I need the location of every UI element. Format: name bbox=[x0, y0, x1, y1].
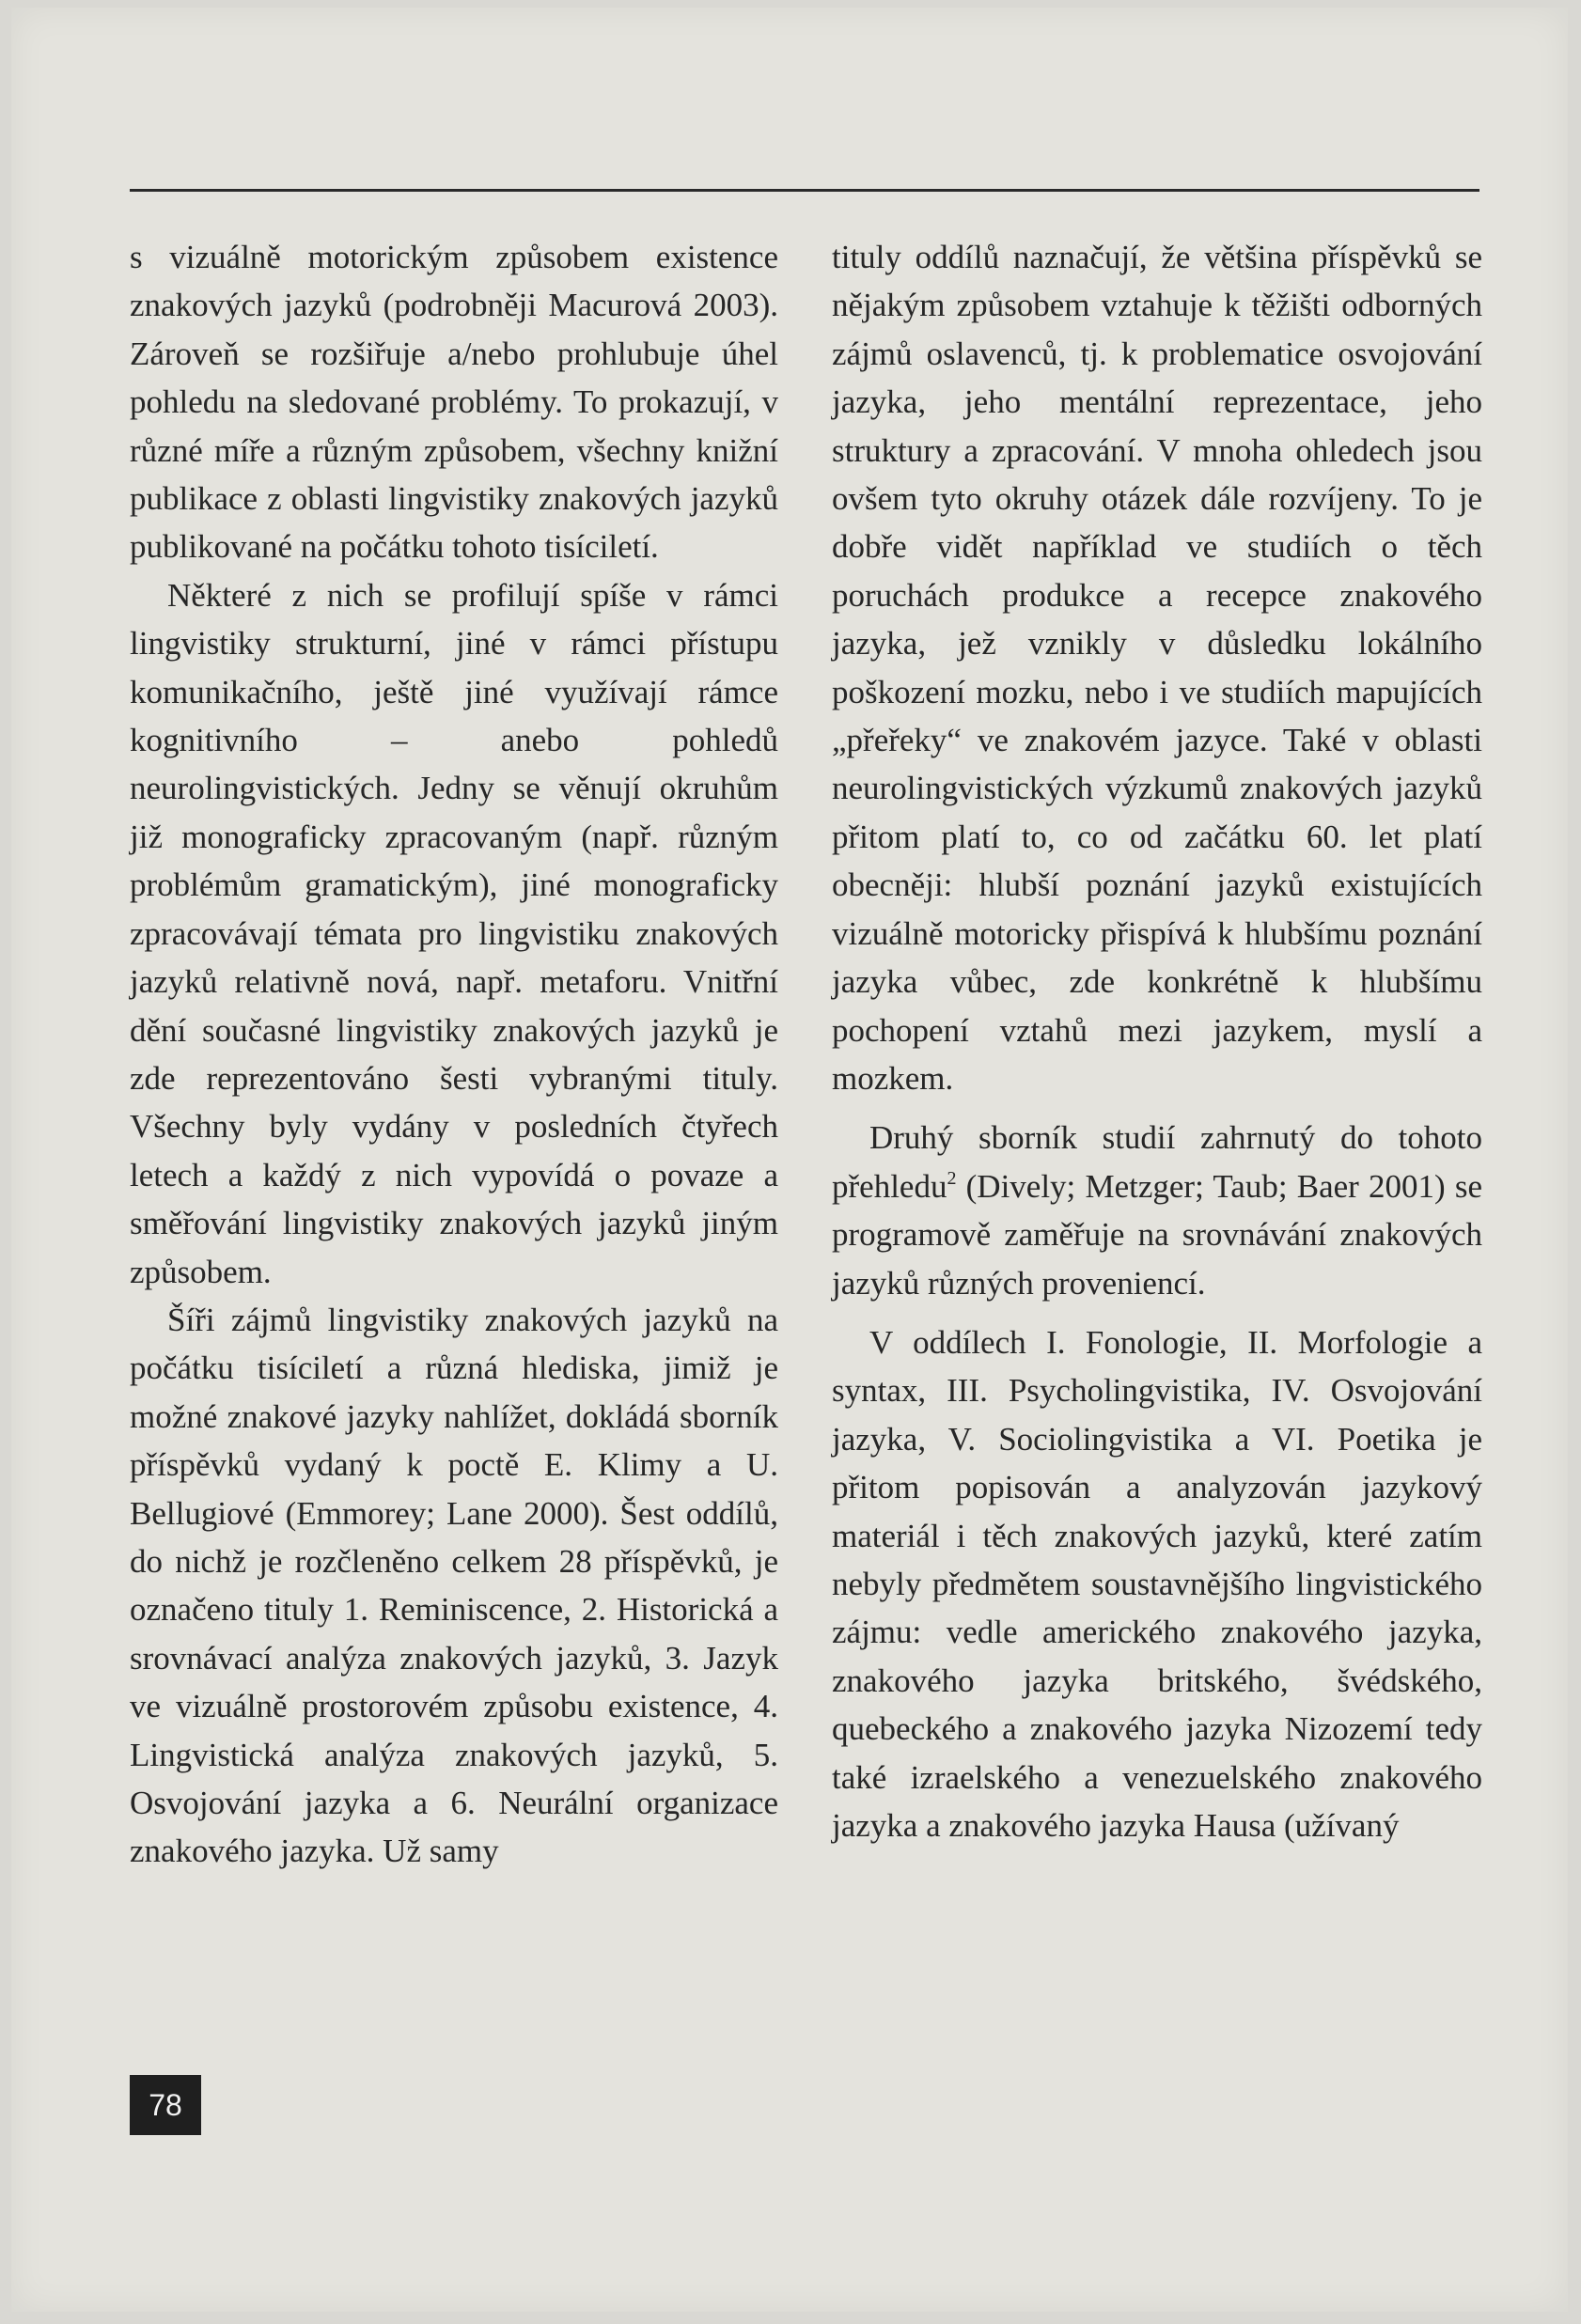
header-rule bbox=[130, 189, 1479, 192]
paragraph: Šíři zájmů lingvistiky znakových jazyků na počátku tisíciletí a různá hlediska, jimiž je možné znakové jazyky nahlížet, dokládá sborník příspěvků vydaný k poctě E. Klimy a U. Bellugiové (Emmorey; Lane 2000). Šest oddílů, do nichž je rozčleněno celkem 28 příspěvků, je označeno tituly 1. Reminiscence, 2. Historická a srovnávací analýza znakových jazyků, 3. Jazyk ve vizuálně prostorovém způsobu existence, 4. Lingvistická analýza znakových jazyků, 5. Osvojování jazyka a 6. Neurální organizace znakového jazyka. Už samy bbox=[130, 1301, 778, 1870]
paragraph: V oddílech I. Fonologie, II. Morfologie a syntax, III. Psycholingvistika, IV. Osvojování jazyka, V. Sociolingvistika a VI. Poetika je přitom popisován a analyzován jazykový materiál i těch znakových jazyků, které zatím nebyly předmětem soustavnějšího lingvistického zájmu: vedle amerického znakového jazyka, znakového jazyka britského, švédského, quebeckého a znakového jazyka Nizozemí tedy také izraelského a venezuelského znakového jazyka a znakového jazyka Hausa (užívaný bbox=[832, 1323, 1482, 1844]
right-column bbox=[832, 233, 1482, 1849]
paragraph-text: (Dively; Metzger; Taub; Baer 2001) se programově zaměřuje na srovnávání znakových jazyků různých proveniencí. bbox=[832, 1167, 1482, 1302]
footnote-marker: 2 bbox=[947, 1167, 957, 1189]
paragraph: Některé z nich se profilují spíše v rámci lingvistiky strukturní, jiné v rámci přístupu komunikačního, ještě jiné využívají rámce kognitivního – anebo pohledů neurolingvistických. Jedny se věnují okruhům již monograficky zpracovaným (např. různým problémům gramatickým), jiné monograficky zpracovávají témata pro lingvistiku znakových jazyků relativně nová, např. metaforu. Vnitřní dění současné lingvistiky znakových jazyků je zde reprezentováno šesti vybranými tituly. Všechny byly vydány v posledních čtyřech letech a každý z nich vypovídá o povaze a směřování lingvistiky znakových jazyků jiným způsobem. bbox=[130, 576, 778, 1290]
book-page bbox=[11, 8, 1568, 2312]
paragraph: s vizuálně motorickým způsobem existence znakových jazyků (podrobněji Macurová 2003). Zároveň se rozšiřuje a/nebo prohlubuje úhel pohledu na sledované problémy. To prokazují, v různé míře a různým způsobem, všechny knižní publikace z oblasti lingvistiky znakových jazyků publikované na počátku tohoto tisíciletí. bbox=[130, 239, 778, 566]
paragraph: tituly oddílů naznačují, že většina příspěvků se nějakým způsobem vztahuje k těžišti odborných zájmů oslavenců, tj. k problematice osvojování jazyka, jeho mentální reprezentace, jeho struktury a zpracování. V mnoha ohledech jsou ovšem tyto okruhy otázek dále rozvíjeny. To je dobře vidět například ve studiích o těch poruchách produkce a recepce znakového jazyka, jež vznikly v důsledku lokálního poškození mozku, nebo i ve studiích mapujících „přeřeky“ ve znakovém jazyce. Také v oblasti neurolingvistických výzkumů znakových jazyků přitom platí to, co od začátku 60. let platí obecněji: hlubší poznání jazyků existujících vizuálně motoricky přispívá k hlubšímu poznání jazyka vůbec, zde konkrétně k hlubšímu pochopení vztahů mezi jazykem, myslí a mozkem. bbox=[832, 239, 1482, 1097]
left-column bbox=[130, 233, 778, 1876]
paragraph-text: Druhý sborník studií zahrnutý do tohoto přehledu bbox=[832, 1119, 1482, 1205]
page-number: 78 bbox=[130, 2075, 201, 2135]
paragraph-with-footnote bbox=[832, 1114, 1482, 1307]
